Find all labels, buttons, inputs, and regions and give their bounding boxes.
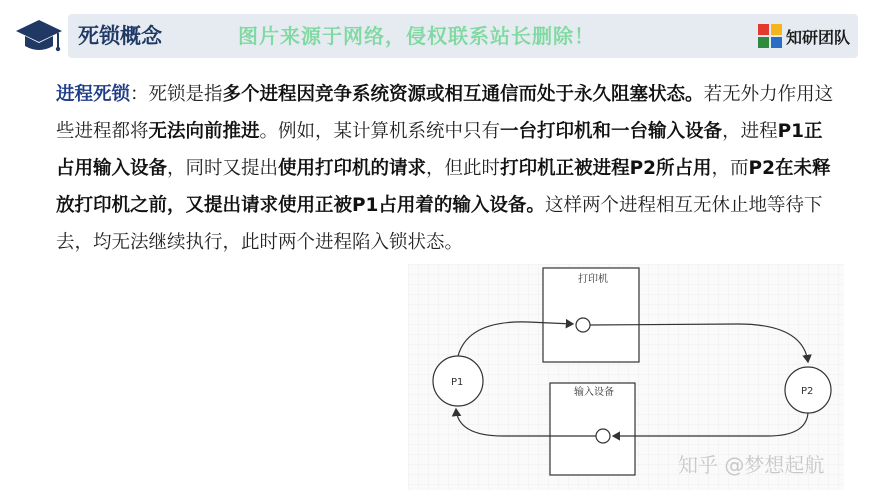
header xyxy=(0,0,889,70)
lead-term: 进程死锁 xyxy=(56,84,131,105)
printer-resource-node xyxy=(576,318,590,332)
input-device-label: 输入设备 xyxy=(574,387,614,398)
copyright-watermark: 图片来源于网络，侵权联系站长删除！ xyxy=(238,24,595,48)
graduation-cap-icon xyxy=(14,18,64,56)
bold-segment: 打印机正被进程P2所占用 xyxy=(500,158,712,179)
text-segment: ，但此时 xyxy=(426,158,501,179)
text-segment: 。例如，某计算机系统中只有 xyxy=(259,121,501,142)
printer-label: 打印机 xyxy=(578,274,608,285)
bold-segment: 一台打印机和一台输入设备 xyxy=(500,121,723,142)
text-segment: ，而 xyxy=(711,158,749,179)
deadlock-paragraph xyxy=(56,76,836,261)
process-p1-label: P1 xyxy=(451,377,464,388)
bold-segment: 使用打印机的请求 xyxy=(278,158,427,179)
input-resource-node xyxy=(596,429,610,443)
text-segment: 若无外力作用这些进程都将 xyxy=(56,84,834,142)
bold-segment: 多个进程因竞争系统资源或相互通信而处于永久阻塞状态。 xyxy=(222,84,704,105)
text-segment: ，进程 xyxy=(722,121,778,142)
process-p2-label: P2 xyxy=(801,386,814,397)
logo-mark-icon xyxy=(757,23,783,49)
zhihu-watermark: 知乎 @梦想起航 xyxy=(678,453,825,477)
text-segment: 死锁是指 xyxy=(148,84,223,105)
text-segment: 这样两个进程相互无休止地等待下去，均无法继续执行，此时两个进程陷入锁状态。 xyxy=(56,195,823,253)
bold-segment: P1正占用输入设备 xyxy=(56,121,823,179)
logo-text: 知研团队 xyxy=(786,27,851,47)
bold-segment: 无法向前推进 xyxy=(148,121,260,142)
logo xyxy=(757,22,850,50)
text-segment: ，同时又提出 xyxy=(167,158,279,179)
page-title: 死锁概念 xyxy=(78,24,162,48)
bold-segment: P2在未释放打印机之前，又提出请求使用正被P1占用着的输入设备。 xyxy=(56,158,831,216)
text-segment: ： xyxy=(130,84,149,105)
